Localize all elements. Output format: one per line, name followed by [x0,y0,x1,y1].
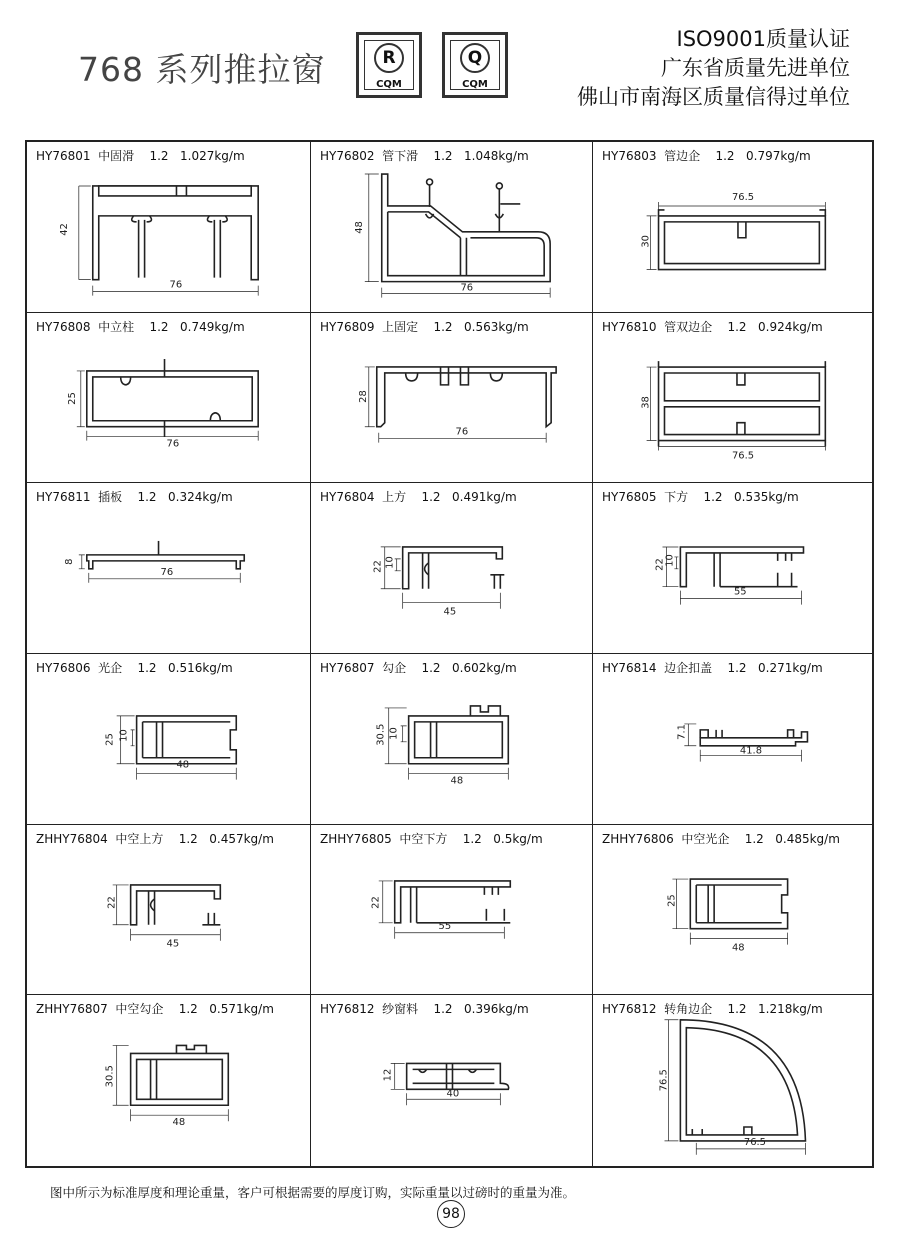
cert-line: 佛山市南海区质量信得过单位 [577,85,850,109]
profile-drawing [593,483,872,653]
page-title: 768 系列推拉窗 [78,50,326,89]
svg-text:22: 22 [370,895,382,909]
profile-caption: HY76810 管双边企 1.2 0.924kg/m [602,319,823,334]
profile-drawing [311,483,592,653]
svg-text:45: 45 [443,606,457,618]
profile-cell [593,825,872,996]
profile-caption: HY76803 管边企 1.2 0.797kg/m [602,149,811,163]
profile-drawing [27,142,310,312]
svg-text:48: 48 [353,221,365,234]
profile-caption: HY76802 管下滑 1.2 1.048kg/m [320,149,529,163]
profile-caption: ZHHY76806 中空光企 1.2 0.485kg/m [602,831,840,846]
profile-drawing [27,313,310,483]
profile-caption: HY76804 上方 1.2 0.491kg/m [320,490,517,505]
svg-text:30.5: 30.5 [375,723,387,746]
profile-drawing [27,654,310,824]
profile-cell [311,483,593,654]
certifications [577,25,850,112]
svg-text:38: 38 [640,395,652,409]
profile-caption: HY76809 上固定 1.2 0.563kg/m [320,319,529,334]
svg-text:22: 22 [372,560,384,574]
profile-drawing [593,995,872,1166]
profile-drawing [593,654,872,824]
profile-catalog-grid [25,140,874,1168]
profile-cell [593,313,872,484]
profile-cell [593,483,872,654]
svg-text:12: 12 [382,1068,394,1082]
cert-line: 广东省质量先进单位 [661,56,850,80]
profile-cell [27,142,311,313]
profile-caption: HY76814 边企扣盖 1.2 0.271kg/m [602,661,823,675]
profile-caption: HY76812 纱窗料 1.2 0.396kg/m [320,1002,529,1017]
svg-text:40: 40 [446,1088,460,1100]
profile-drawing [593,825,872,995]
profile-caption: ZHHY76807 中空勾企 1.2 0.571kg/m [36,1002,274,1017]
profile-cell [593,995,872,1166]
profile-cell [593,654,872,825]
svg-text:76.5: 76.5 [658,1069,670,1092]
svg-text:22: 22 [106,895,118,909]
footnote: 图中所示为标准厚度和理论重量，客户可根据需要的厚度订购，实际重量以过磅时的重量为准。 [50,1185,576,1200]
profile-drawing [311,825,592,995]
svg-text:76: 76 [166,438,180,450]
svg-text:10: 10 [388,727,400,740]
profile-caption: HY76811 插板 1.2 0.324kg/m [36,490,233,505]
profile-cell [311,313,593,484]
svg-text:48: 48 [172,1117,186,1129]
svg-text:30.5: 30.5 [104,1065,116,1088]
profile-drawing [593,313,872,483]
svg-text:42: 42 [58,223,70,236]
svg-text:76.5: 76.5 [732,192,755,204]
profile-cell [311,654,593,825]
profile-drawing [311,313,592,483]
svg-text:10: 10 [118,729,130,742]
profile-caption: HY76808 中立柱 1.2 0.749kg/m [36,319,245,334]
svg-text:41.8: 41.8 [739,745,763,757]
profile-caption: HY76801 中固滑 1.2 1.027kg/m [36,149,245,163]
profile-caption: HY76807 勾企 1.2 0.602kg/m [320,661,517,675]
page-number: 98 [437,1200,465,1228]
svg-text:22: 22 [654,558,666,572]
cqm-q-logo: Q CQM [442,32,508,98]
profile-caption: ZHHY76805 中空下方 1.2 0.5kg/m [320,831,543,846]
profile-cell [311,142,593,313]
svg-text:10: 10 [664,554,676,568]
svg-text:76: 76 [160,567,174,579]
profile-cell [311,825,593,996]
svg-text:76: 76 [460,282,474,294]
profile-drawing [311,142,592,312]
profile-drawing [27,483,310,653]
svg-text:48: 48 [176,759,190,771]
svg-text:10: 10 [384,556,396,570]
profile-drawing [311,654,592,824]
svg-text:76: 76 [169,279,183,291]
svg-text:48: 48 [450,775,464,787]
profile-drawing [27,995,310,1166]
profile-caption: HY76812 转角边企 1.2 1.218kg/m [602,1002,823,1017]
profile-cell [27,313,311,484]
svg-text:7.1: 7.1 [676,724,688,740]
profile-drawing [311,995,592,1166]
profile-cell [27,995,311,1166]
profile-caption: HY76805 下方 1.2 0.535kg/m [602,490,799,505]
svg-text:30: 30 [640,235,652,248]
svg-text:25: 25 [104,733,116,746]
svg-text:45: 45 [166,938,180,950]
svg-text:8: 8 [63,558,75,566]
profile-cell [27,654,311,825]
svg-text:76.5: 76.5 [743,1137,766,1149]
svg-text:25: 25 [66,391,78,405]
profile-cell [27,825,311,996]
profile-cell [593,142,872,313]
profile-drawing [27,825,310,995]
cqm-r-logo: R CQM [356,32,422,98]
profile-caption: ZHHY76804 中空上方 1.2 0.457kg/m [36,831,274,846]
svg-text:76.5: 76.5 [732,450,755,462]
cert-line: ISO9001质量认证 [676,27,850,51]
profile-drawing [593,142,872,312]
svg-text:76: 76 [455,426,469,438]
profile-cell [311,995,593,1166]
svg-text:28: 28 [357,389,369,403]
profile-cell [27,483,311,654]
svg-text:48: 48 [732,942,745,954]
profile-caption: HY76806 光企 1.2 0.516kg/m [36,661,233,675]
svg-text:55: 55 [733,586,747,598]
svg-text:55: 55 [438,920,452,932]
svg-text:25: 25 [666,893,678,907]
